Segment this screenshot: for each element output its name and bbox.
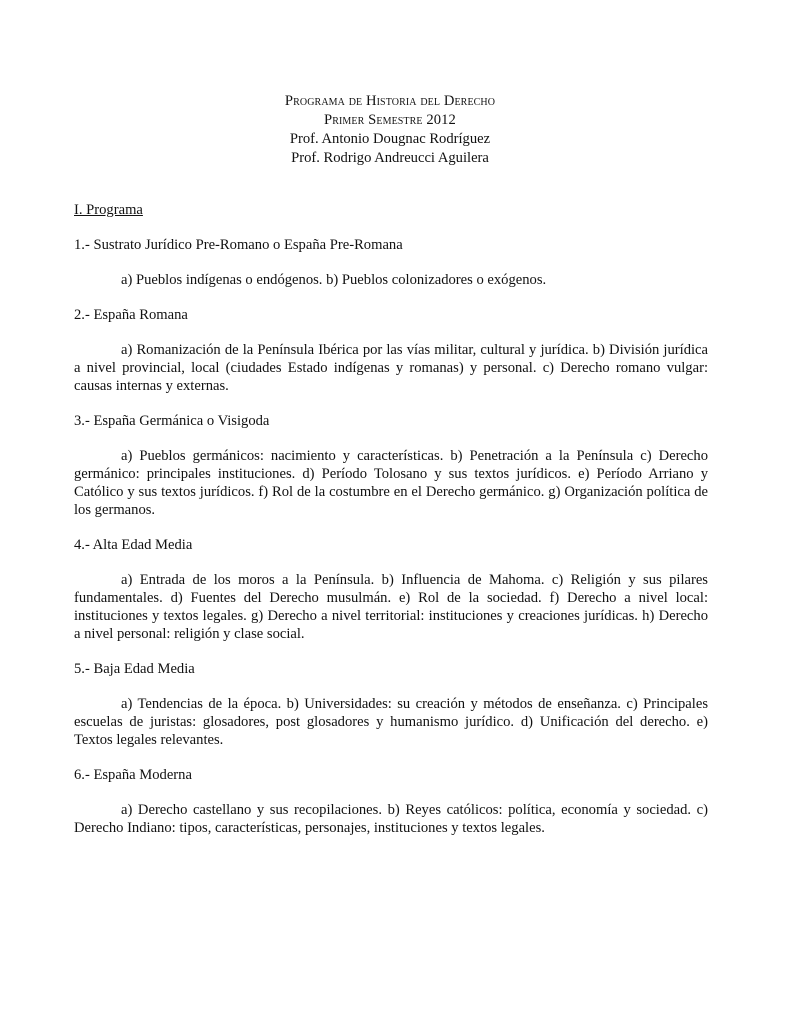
- topic-2-body: a) Romanización de la Península Ibérica por las vías militar, cultural y jurídica. b) División jurídica a nivel provincial, local (ciudades Estado indígenas y romanas) y personal. c) Derecho romano vulgar: causas internas y externas.: [74, 342, 708, 394]
- topic-4-body: a) Entrada de los moros a la Península. b) Influencia de Mahoma. c) Religión y sus pilares fundamentales. d) Fuentes del Derecho musulmán. e) Rol de la sociedad. f) Derecho a nivel local: instituciones y textos legales. g) Derecho a nivel territorial: instituciones y creaciones jurídicas. h) Derecho a nivel personal: religión y clase social.: [74, 572, 708, 642]
- document-body: [74, 201, 708, 837]
- semester-line: Primer Semestre 2012: [324, 112, 456, 128]
- document-header: [0, 92, 780, 168]
- topic-5-body: a) Tendencias de la época. b) Universidades: su creación y métodos de enseñanza. c) Principales escuelas de juristas: glosadores, post glosadores y humanismo jurídico. d) Unificación del derecho. e) Textos legales relevantes.: [74, 696, 708, 748]
- course-title: Programa de Historia del Derecho: [284, 93, 496, 109]
- topic-1-body: a) Pueblos indígenas o endógenos. b) Pueblos colonizadores o exógenos.: [121, 272, 547, 288]
- topic-5-title: 5.- Baja Edad Media: [74, 661, 195, 677]
- professor-2: Prof. Rodrigo Andreucci Aguilera: [291, 150, 489, 166]
- topic-3-body: a) Pueblos germánicos: nacimiento y características. b) Penetración a la Península c) Derecho germánico: principales instituciones. d) Período Tolosano y sus textos jurídicos. e) Período Arriano y Católico y sus textos jurídicos. f) Rol de la costumbre en el Derecho germánico. g) Organización política de los germanos.: [74, 448, 708, 518]
- professor-1: Prof. Antonio Dougnac Rodríguez: [289, 131, 491, 147]
- section-heading: I. Programa: [74, 202, 143, 218]
- topic-6-title: 6.- España Moderna: [74, 767, 192, 783]
- topic-4-title: 4.- Alta Edad Media: [74, 537, 193, 553]
- topic-6-body: a) Derecho castellano y sus recopilaciones. b) Reyes católicos: política, economía y sociedad. c) Derecho Indiano: tipos, características, personajes, instituciones y textos legales.: [74, 802, 708, 836]
- topic-2-title: 2.- España Romana: [74, 307, 188, 323]
- topic-3-title: 3.- España Germánica o Visigoda: [74, 413, 270, 429]
- topic-1-title: 1.- Sustrato Jurídico Pre-Romano o España Pre-Romana: [74, 237, 403, 253]
